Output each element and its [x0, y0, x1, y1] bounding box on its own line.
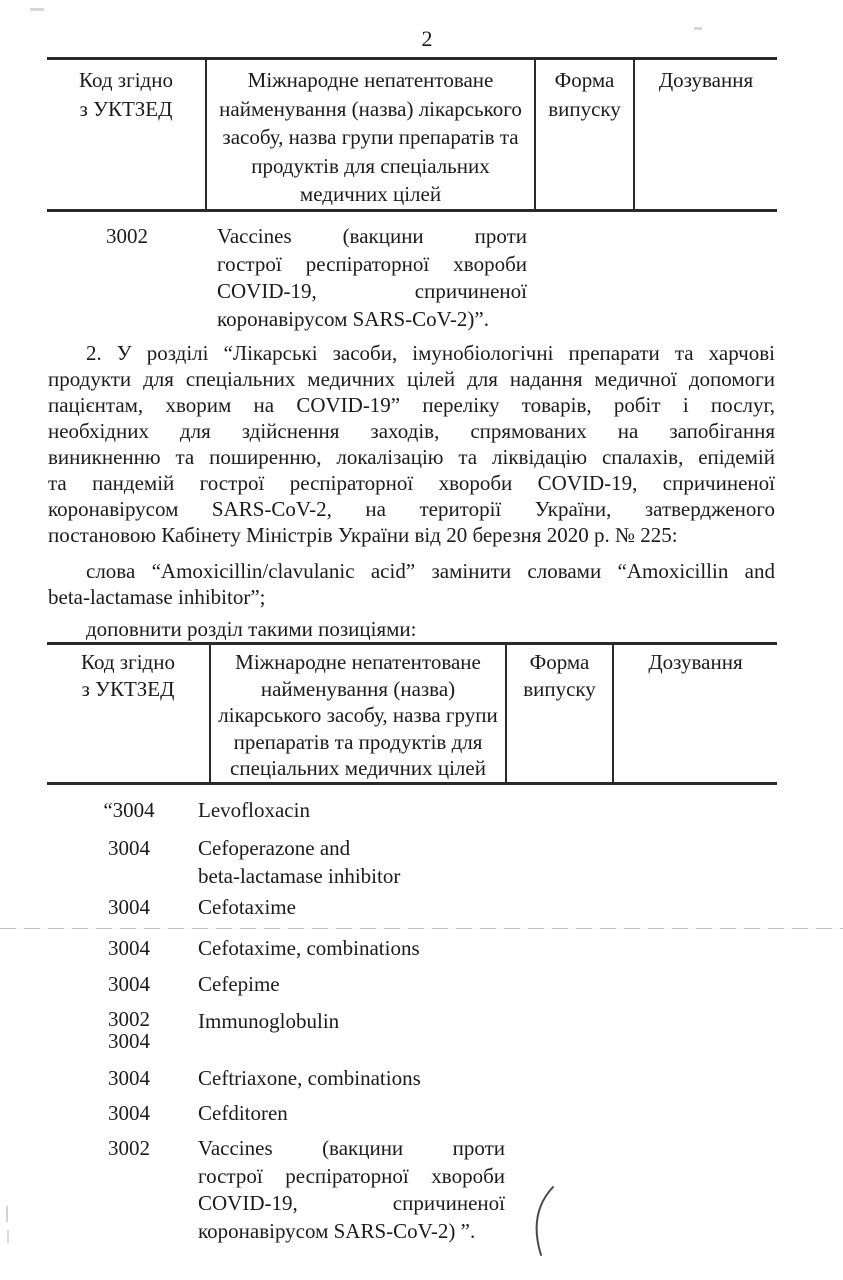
text-line: гострої респіраторної хвороби: [198, 1163, 505, 1188]
text-line: 3004: [108, 936, 150, 960]
text-line: 3002: [108, 1136, 150, 1160]
name-cell: [198, 1100, 505, 1128]
text-line: гострої респіраторної хвороби: [217, 251, 527, 276]
text-line: необхідних для здійснення заходів, спрямованих на запобігання: [48, 419, 775, 443]
text-line: COVID-19, спричиненої: [217, 279, 527, 303]
text-line: випуску: [523, 676, 596, 701]
scan-edge-mark: [7, 1230, 9, 1243]
text-line: “3004: [103, 798, 155, 822]
text-line: Immunoglobulin: [198, 1009, 340, 1033]
column-header-name: [211, 645, 507, 782]
text-line: 3004: [108, 972, 150, 996]
text-line: коронавірусом SARS-CoV-2)”.: [217, 306, 489, 331]
text-line: коронавірусом SARS-CoV-2) ”.: [198, 1218, 476, 1243]
text-line: засобу, назва групи препаратів та: [222, 125, 519, 149]
text-line: Cefepime: [198, 972, 280, 996]
paragraph-amendment: [48, 558, 775, 610]
text-line: з УКТЗЕД: [81, 676, 175, 701]
text-line: Міжнародне непатентоване: [235, 650, 481, 674]
text-line: Дозування: [658, 68, 754, 92]
scan-speck: [30, 8, 44, 11]
code-cell: [47, 835, 211, 863]
text-line: beta-lactamase inhibitor: [198, 863, 401, 888]
code-cell: [47, 971, 211, 999]
column-header-dosage: [614, 645, 777, 782]
text-line: Код згідно: [79, 68, 173, 92]
paragraph-section-2: [48, 340, 775, 548]
text-line: продуктів для спеціальних: [251, 153, 490, 178]
column-header-code: [47, 60, 207, 209]
page-number: 2: [421, 26, 433, 51]
text-line: 3004: [108, 1101, 150, 1125]
text-line: найменування (назва) лікарського: [219, 96, 522, 121]
scan-speck: [694, 27, 702, 30]
paragraph-append-intro: доповнити розділ такими позиціями:: [86, 617, 417, 641]
text-line: Cefditoren: [198, 1101, 288, 1125]
text-line: Ceftriaxone, combinations: [198, 1066, 421, 1090]
name-cell: [217, 223, 527, 333]
text-line: медичних цілей: [299, 182, 442, 206]
name-cell: [198, 1065, 505, 1093]
text-line: 3002: [106, 224, 148, 248]
column-header-name: [207, 60, 536, 209]
handwritten-paren-mark: [528, 1184, 558, 1258]
text-line: пацієнтам, хворим на COVID-19” переліку товарів, робіт і послуг,: [48, 393, 775, 417]
text-line: Cefoperazone and: [198, 836, 351, 860]
name-cell: [198, 935, 505, 963]
text-line: Cefotaxime: [198, 895, 296, 919]
text-line: препаратів та продуктів для: [233, 729, 483, 754]
text-line: виникненню та поширенню, локалізацію та ліквідацію спалахів, епідемій: [48, 445, 775, 469]
name-cell: [198, 835, 505, 890]
name-cell: [198, 797, 505, 825]
scan-edge-mark: [6, 1206, 8, 1222]
text-line: слова “Amoxicillin/clavulanic acid” замінити словами “Amoxicillin and: [86, 559, 775, 583]
text-line: 3004: [108, 895, 150, 919]
text-line: 2. У розділі “Лікарські засоби, імунобіологічні препарати та харчові: [86, 341, 775, 365]
text-line: з УКТЗЕД: [79, 96, 173, 121]
text-line: та пандемій гострої респіраторної хвороби COVID-19, спричиненої: [48, 471, 775, 495]
code-cell: [47, 1135, 211, 1163]
text-line: найменування (назва): [260, 676, 456, 701]
text-line: Levofloxacin: [198, 798, 310, 822]
column-header-dosage: [635, 60, 777, 209]
text-line: Форма: [554, 68, 615, 92]
text-line: COVID-19, спричиненої: [198, 1191, 505, 1215]
codes-table-1-header: [47, 57, 777, 212]
text-line: спеціальних медичних цілей: [230, 756, 486, 780]
text-line: Код згідно: [81, 650, 175, 674]
column-header-code: [47, 645, 211, 782]
text-line: 3004: [108, 1029, 150, 1053]
code-cell: [47, 935, 211, 963]
name-cell: [198, 1008, 505, 1036]
text-line: Vaccines (вакцини проти: [217, 224, 527, 248]
text-line: 3002: [108, 1007, 150, 1031]
column-header-form: [507, 645, 614, 782]
text-line: Форма: [529, 650, 590, 674]
code-cell: [47, 797, 211, 825]
codes-table-2-header: [47, 642, 777, 785]
name-cell: [198, 1135, 505, 1245]
text-line: коронавірусом SARS-CoV-2, на території України, затвердженого: [48, 497, 775, 521]
text-line: випуску: [548, 96, 621, 121]
text-line: Дозування: [648, 650, 743, 674]
text-line: beta-lactamase inhibitor”;: [48, 585, 266, 609]
text-line: продукти для спеціальних медичних цілей для надання медичної допомоги: [48, 367, 775, 391]
text-line: Vaccines (вакцини проти: [198, 1136, 505, 1160]
code-cell: [47, 1065, 211, 1093]
text-line: лікарського засобу, назва групи: [218, 703, 498, 727]
name-cell: [198, 971, 505, 999]
text-line: Міжнародне непатентоване: [247, 68, 494, 92]
code-cell: [47, 894, 211, 922]
code-cell: [47, 223, 207, 251]
text-line: 3004: [108, 1066, 150, 1090]
text-line: Cefotaxime, combinations: [198, 936, 420, 960]
name-cell: [198, 894, 505, 922]
column-header-form: [536, 60, 635, 209]
text-line: 3004: [108, 836, 150, 860]
code-cell: [47, 1100, 211, 1128]
code-cell: [47, 1008, 211, 1052]
text-line: постановою Кабінету Міністрів України від 20 березня 2020 р. № 225:: [48, 523, 678, 547]
scan-artifact-line: [0, 928, 843, 929]
